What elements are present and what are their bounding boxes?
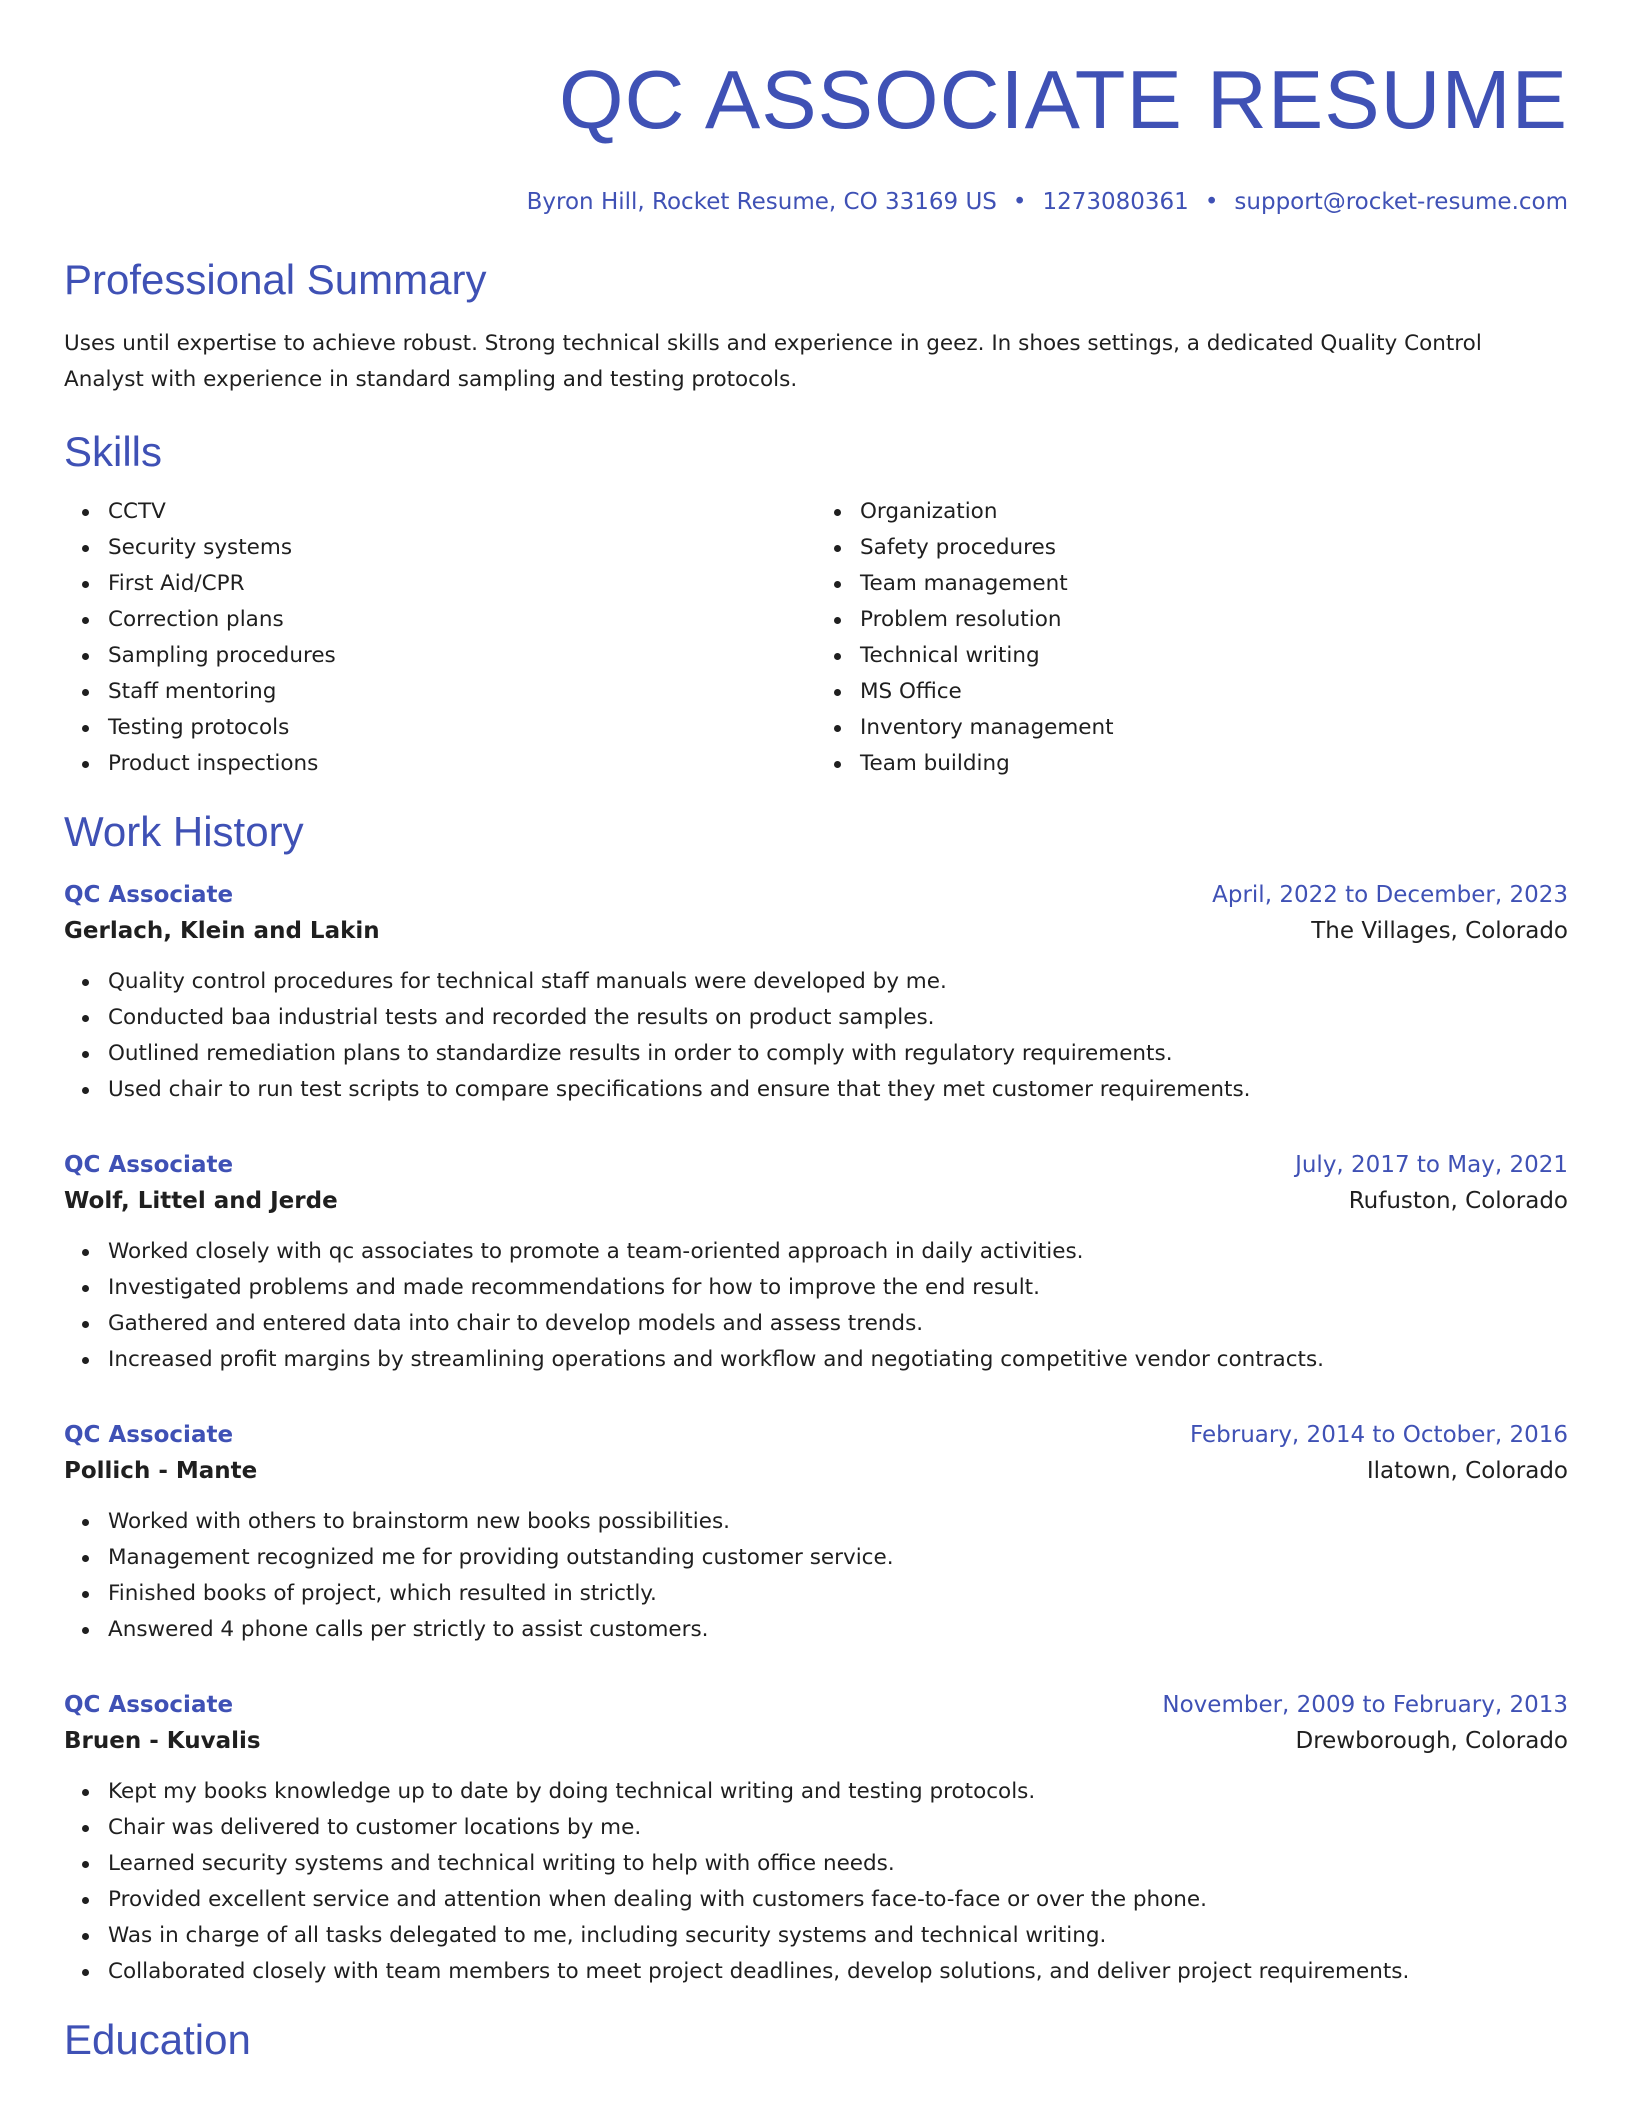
job-entry — [64, 1148, 1568, 1378]
skills-list-right — [816, 494, 1568, 782]
skill-item: Security systems — [108, 530, 816, 566]
skill-item: Testing protocols — [108, 710, 816, 746]
job-header-row — [64, 1688, 1568, 1722]
work-history-section — [64, 808, 1568, 1990]
skill-item: Problem resolution — [860, 602, 1568, 638]
skill-item: Sampling procedures — [108, 638, 816, 674]
contact-separator: • — [1204, 189, 1219, 215]
contact-line — [64, 188, 1568, 216]
job-header-row — [64, 1418, 1568, 1452]
contact-address: Byron Hill, Rocket Resume, CO 33169 US — [526, 189, 997, 215]
skill-item: Safety procedures — [860, 530, 1568, 566]
job-title: QC Associate — [64, 1422, 234, 1448]
job-duty: Worked closely with qc associates to promote a team-oriented approach in daily activities. — [108, 1234, 1568, 1270]
job-dates: February, 2014 to October, 2016 — [1190, 1422, 1568, 1448]
job-duty: Quality control procedures for technical staff manuals were developed by me. — [108, 964, 1568, 1000]
job-header-row — [64, 878, 1568, 912]
job-location: Rufuston, Colorado — [1348, 1188, 1568, 1214]
summary-section — [64, 256, 1568, 398]
job-duties-list — [64, 1774, 1568, 1990]
job-company: Wolf, Littel and Jerde — [64, 1188, 338, 1214]
job-location: The Villages, Colorado — [1311, 918, 1568, 944]
job-company-row — [64, 1182, 1568, 1220]
job-duty: Provided excellent service and attention when dealing with customers face-to-face or over the phone. — [108, 1882, 1568, 1918]
job-dates: November, 2009 to February, 2013 — [1162, 1692, 1568, 1718]
job-duty: Collaborated closely with team members to meet project deadlines, develop solutions, and deliver project requirements. — [108, 1954, 1568, 1990]
job-company: Pollich - Mante — [64, 1458, 258, 1484]
resume-header — [64, 0, 1568, 216]
job-header-row — [64, 1148, 1568, 1182]
skills-columns — [64, 494, 1568, 782]
job-company-row — [64, 912, 1568, 950]
work-history-heading: Work History — [64, 808, 304, 855]
job-duty: Finished books of project, which resulted in strictly. — [108, 1576, 1568, 1612]
job-dates: April, 2022 to December, 2023 — [1212, 882, 1568, 908]
job-company-row — [64, 1722, 1568, 1760]
skill-item: Inventory management — [860, 710, 1568, 746]
job-entry — [64, 878, 1568, 1108]
job-duty: Answered 4 phone calls per strictly to assist customers. — [108, 1612, 1568, 1648]
resume-title: QC ASSOCIATE RESUME — [558, 53, 1568, 146]
skill-item: MS Office — [860, 674, 1568, 710]
contact-separator: • — [1012, 189, 1027, 215]
job-duty: Conducted baa industrial tests and recorded the results on product samples. — [108, 1000, 1568, 1036]
job-title: QC Associate — [64, 882, 234, 908]
job-title: QC Associate — [64, 1152, 234, 1178]
job-duties-list — [64, 1234, 1568, 1378]
job-duty: Worked with others to brainstorm new books possibilities. — [108, 1504, 1568, 1540]
job-company: Gerlach, Klein and Lakin — [64, 918, 380, 944]
job-entry — [64, 1688, 1568, 1990]
job-duty: Increased profit margins by streamlining operations and workflow and negotiating competitive vendor contracts. — [108, 1342, 1568, 1378]
job-duty: Management recognized me for providing outstanding customer service. — [108, 1540, 1568, 1576]
skills-section — [64, 428, 1568, 782]
contact-email: support@rocket-resume.com — [1234, 189, 1568, 215]
summary-heading: Professional Summary — [64, 256, 487, 303]
job-company-row — [64, 1452, 1568, 1490]
job-company: Bruen - Kuvalis — [64, 1728, 261, 1754]
job-duties-list — [64, 964, 1568, 1108]
skill-item: Technical writing — [860, 638, 1568, 674]
job-dates: July, 2017 to May, 2021 — [1295, 1152, 1568, 1178]
skill-item: Organization — [860, 494, 1568, 530]
job-duty: Kept my books knowledge up to date by doing technical writing and testing protocols. — [108, 1774, 1568, 1810]
skills-heading: Skills — [64, 428, 163, 475]
contact-phone: 1273080361 — [1042, 189, 1189, 215]
skill-item: Product inspections — [108, 746, 816, 782]
job-duty: Investigated problems and made recommendations for how to improve the end result. — [108, 1270, 1568, 1306]
job-duty: Learned security systems and technical writing to help with office needs. — [108, 1846, 1568, 1882]
job-title: QC Associate — [64, 1692, 234, 1718]
skill-item: Correction plans — [108, 602, 816, 638]
job-duty: Gathered and entered data into chair to develop models and assess trends. — [108, 1306, 1568, 1342]
skill-item: Team building — [860, 746, 1568, 782]
skill-item: First Aid/CPR — [108, 566, 816, 602]
job-duty: Used chair to run test scripts to compare specifications and ensure that they met customer requirements. — [108, 1072, 1568, 1108]
job-location: Ilatown, Colorado — [1366, 1458, 1568, 1484]
skill-item: CCTV — [108, 494, 816, 530]
skill-item: Staff mentoring — [108, 674, 816, 710]
education-heading: Education — [64, 2016, 251, 2063]
job-duty: Was in charge of all tasks delegated to me, including security systems and technical writing. — [108, 1918, 1568, 1954]
skills-list-left — [64, 494, 816, 782]
job-duty: Chair was delivered to customer locations by me. — [108, 1810, 1568, 1846]
education-section — [64, 2016, 1568, 2064]
job-duty: Outlined remediation plans to standardize results in order to comply with regulatory requirements. — [108, 1036, 1568, 1072]
summary-text: Uses until expertise to achieve robust. Strong technical skills and experience in geez. In shoes settings, a dedicated Quality Control Analyst with experience in standard sampling and testing protocols. — [64, 331, 1482, 392]
skill-item: Team management — [860, 566, 1568, 602]
job-entry — [64, 1418, 1568, 1648]
job-location: Drewborough, Colorado — [1295, 1728, 1568, 1754]
job-duties-list — [64, 1504, 1568, 1648]
